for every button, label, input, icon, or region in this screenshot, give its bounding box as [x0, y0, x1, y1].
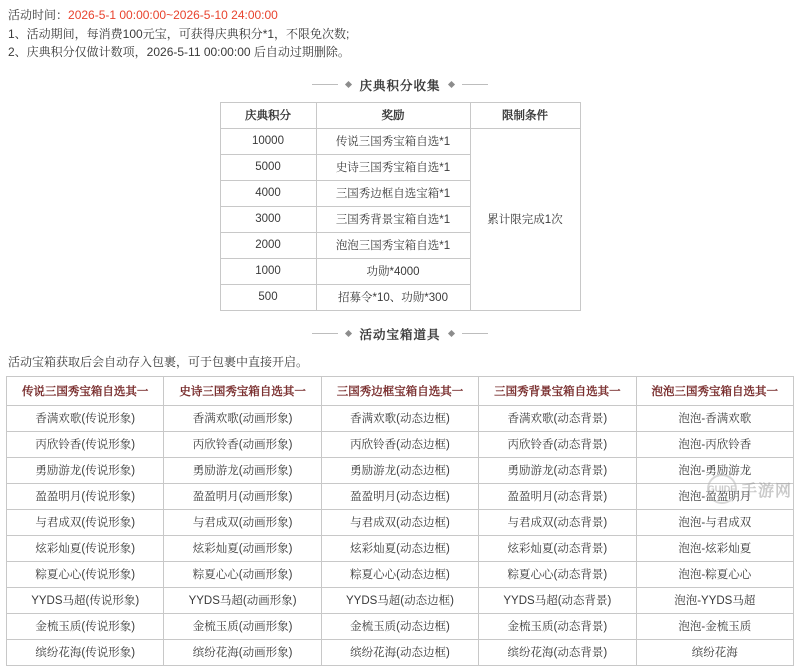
- limit-col-header: 限制条件: [470, 102, 580, 128]
- item-cell: 泡泡-金梳玉质: [636, 613, 793, 639]
- table-row: [7, 613, 794, 639]
- item-cell: 泡泡-与君成双: [636, 509, 793, 535]
- item-cell: 盈盈明月(动态背景): [479, 483, 636, 509]
- items-col-header-background: 三国秀背景宝箱自选其一: [479, 376, 636, 405]
- table-header-row: [220, 102, 580, 128]
- activity-time-line: [8, 6, 792, 25]
- table-row: [7, 509, 794, 535]
- item-cell: 勇励游龙(动态边框): [321, 457, 478, 483]
- item-cell: 香满欢歌(动画形象): [164, 405, 321, 431]
- divider-right: [462, 333, 488, 334]
- item-cell: 金梳玉质(动态背景): [479, 613, 636, 639]
- item-cell: 泡泡-香满欢歌: [636, 405, 793, 431]
- items-note: 活动宝箱获取后会自动存入包裹，可于包裹中直接开启。: [8, 354, 309, 369]
- item-cell: 丙欣铃香(动画形象): [164, 431, 321, 457]
- activity-time-range: 2026-5-1 00:00:00~2026-5-10 24:00:00: [68, 8, 278, 22]
- item-cell: 香满欢歌(传说形象): [7, 405, 164, 431]
- score-section-header: [0, 76, 800, 94]
- item-cell: 泡泡-勇励游龙: [636, 457, 793, 483]
- item-cell: 粽夏心心(动态背景): [479, 561, 636, 587]
- item-cell: 丙欣铃香(动态背景): [479, 431, 636, 457]
- item-cell: 缤纷花海(传说形象): [7, 639, 164, 665]
- item-cell: 粽夏心心(传说形象): [7, 561, 164, 587]
- items-table-wrap: [0, 376, 800, 666]
- item-cell: 炫彩灿夏(动画形象): [164, 535, 321, 561]
- table-row: [7, 457, 794, 483]
- score-value: 2000: [220, 232, 316, 258]
- score-value: 5000: [220, 154, 316, 180]
- item-cell: 炫彩灿夏(动态边框): [321, 535, 478, 561]
- item-cell: 香满欢歌(动态背景): [479, 405, 636, 431]
- items-col-header-epic: 史诗三国秀宝箱自选其一: [164, 376, 321, 405]
- items-col-header-bubble: 泡泡三国秀宝箱自选其一: [636, 376, 793, 405]
- table-row: [7, 561, 794, 587]
- item-cell: 缤纷花海(动画形象): [164, 639, 321, 665]
- watermark-text: 手游网: [740, 482, 792, 500]
- reward-value: 史诗三国秀宝箱自选*1: [316, 154, 470, 180]
- item-cell: YYDS马超(传说形象): [7, 587, 164, 613]
- item-cell: 缤纷花海(动态背景): [479, 639, 636, 665]
- reward-col-header: 奖励: [316, 102, 470, 128]
- items-col-header-frame: 三国秀边框宝箱自选其一: [321, 376, 478, 405]
- reward-value: 传说三国秀宝箱自选*1: [316, 128, 470, 154]
- item-cell: YYDS马超(动态边框): [321, 587, 478, 613]
- item-cell: 金梳玉质(动画形象): [164, 613, 321, 639]
- item-cell: 与君成双(动画形象): [164, 509, 321, 535]
- item-cell: 盈盈明月(动态边框): [321, 483, 478, 509]
- item-cell: 与君成双(动态边框): [321, 509, 478, 535]
- table-row: [7, 483, 794, 509]
- item-cell: 泡泡-炫彩灿夏: [636, 535, 793, 561]
- activity-rule-1: 1、活动期间，每消费100元宝，可获得庆典积分*1，不限免次数;: [8, 26, 350, 41]
- item-cell: 泡泡-粽夏心心: [636, 561, 793, 587]
- score-col-header: 庆典积分: [220, 102, 316, 128]
- score-section-title: 庆典积分收集: [359, 78, 441, 93]
- item-cell: 盈盈明月(传说形象): [7, 483, 164, 509]
- score-value: 500: [220, 284, 316, 310]
- score-table-wrap: [0, 102, 800, 311]
- table-row: [7, 535, 794, 561]
- item-cell: 缤纷花海: [636, 639, 793, 665]
- item-cell: 泡泡-YYDS马超: [636, 587, 793, 613]
- item-cell: 泡泡-盈盈明月: [636, 483, 793, 509]
- item-cell: 金梳玉质(动态边框): [321, 613, 478, 639]
- table-row: [7, 405, 794, 431]
- item-cell: 盈盈明月(动画形象): [164, 483, 321, 509]
- item-cell: 勇励游龙(传说形象): [7, 457, 164, 483]
- item-cell: 香满欢歌(动态边框): [321, 405, 478, 431]
- item-cell: YYDS马超(动态背景): [479, 587, 636, 613]
- reward-value: 功勋*4000: [316, 258, 470, 284]
- divider-left: [312, 333, 338, 334]
- reward-value: 三国秀边框自选宝箱*1: [316, 180, 470, 206]
- table-row: [7, 431, 794, 457]
- table-row: [220, 128, 580, 154]
- diamond-icon: [345, 330, 352, 337]
- item-cell: 与君成双(动态背景): [479, 509, 636, 535]
- items-section-title: 活动宝箱道具: [359, 327, 441, 342]
- score-table: [220, 102, 581, 311]
- activity-time-label: 活动时间：: [8, 8, 69, 22]
- limit-value: 累计限完成1次: [470, 128, 580, 310]
- item-cell: 粽夏心心(动态边框): [321, 561, 478, 587]
- items-section-header: [0, 325, 800, 343]
- reward-value: 三国秀背景宝箱自选*1: [316, 206, 470, 232]
- table-row: [7, 587, 794, 613]
- score-value: 3000: [220, 206, 316, 232]
- item-cell: 勇励游龙(动画形象): [164, 457, 321, 483]
- table-header-row: [7, 376, 794, 405]
- watermark-logo-icon: GUIDE: [707, 474, 737, 504]
- item-cell: 粽夏心心(动画形象): [164, 561, 321, 587]
- item-cell: 金梳玉质(传说形象): [7, 613, 164, 639]
- item-cell: 缤纷花海(动态边框): [321, 639, 478, 665]
- divider-right: [462, 84, 488, 85]
- score-value: 4000: [220, 180, 316, 206]
- activity-rule-2: 2、庆典积分仅做计数项，2026-5-11 00:00:00 后自动过期删除。: [8, 45, 350, 60]
- item-cell: 丙欣铃香(传说形象): [7, 431, 164, 457]
- item-cell: 泡泡-丙欣铃香: [636, 431, 793, 457]
- reward-value: 泡泡三国秀宝箱自选*1: [316, 232, 470, 258]
- items-col-header-legend: 传说三国秀宝箱自选其一: [7, 376, 164, 405]
- item-cell: 炫彩灿夏(动态背景): [479, 535, 636, 561]
- item-cell: 丙欣铃香(动态边框): [321, 431, 478, 457]
- score-value: 10000: [220, 128, 316, 154]
- divider-left: [312, 84, 338, 85]
- items-table: [6, 376, 794, 666]
- activity-notice: [0, 0, 800, 62]
- score-value: 1000: [220, 258, 316, 284]
- diamond-icon: [447, 81, 454, 88]
- table-row: [7, 639, 794, 665]
- diamond-icon: [345, 81, 352, 88]
- diamond-icon: [447, 330, 454, 337]
- item-cell: 勇励游龙(动态背景): [479, 457, 636, 483]
- item-cell: 与君成双(传说形象): [7, 509, 164, 535]
- item-cell: YYDS马超(动画形象): [164, 587, 321, 613]
- reward-value: 招募令*10、功勋*300: [316, 284, 470, 310]
- item-cell: 炫彩灿夏(传说形象): [7, 535, 164, 561]
